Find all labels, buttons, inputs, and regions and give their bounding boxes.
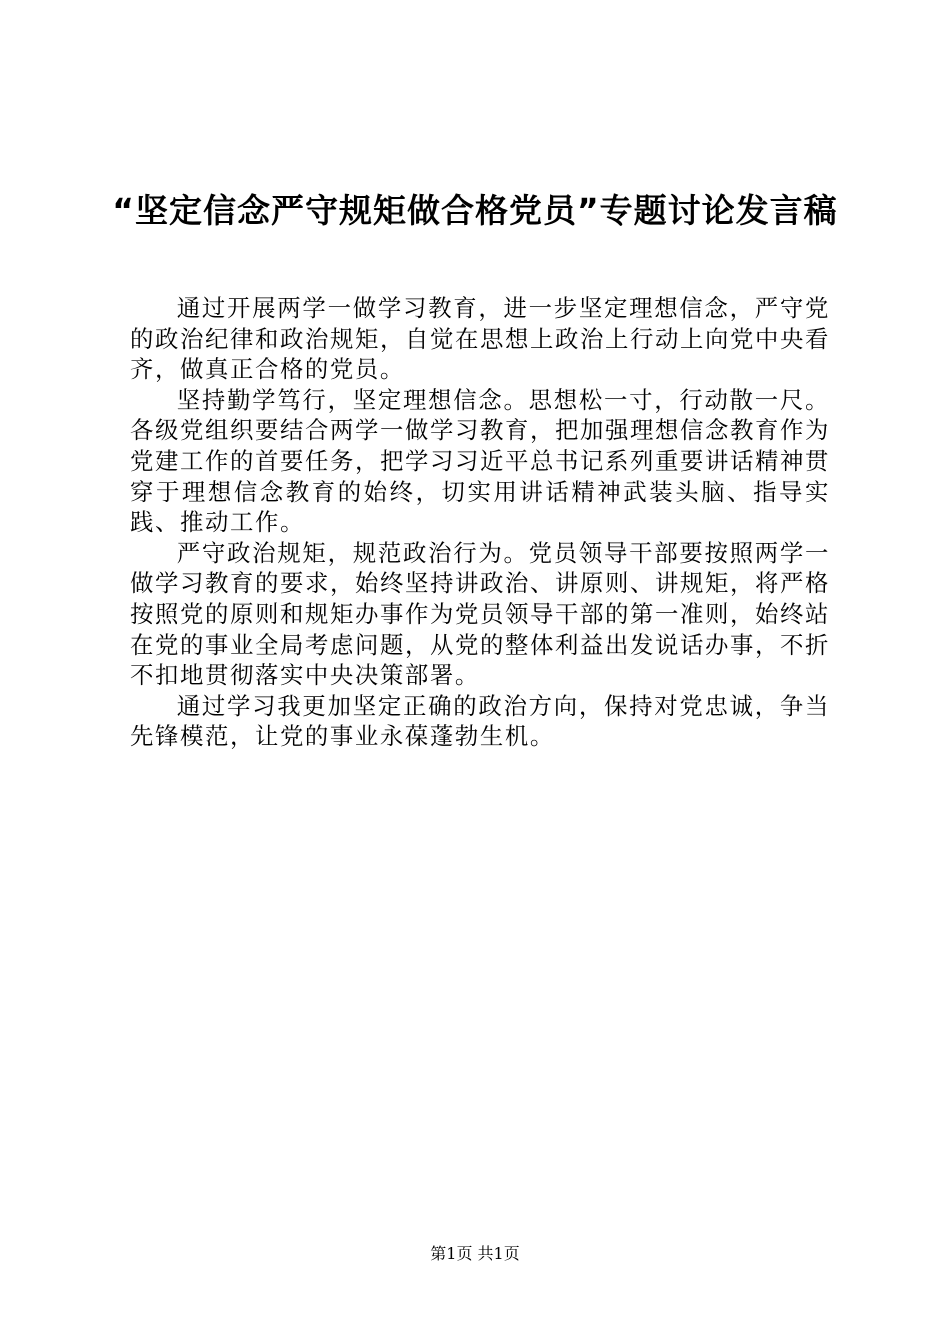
page-footer: 第1页 共1页 bbox=[430, 1244, 520, 1263]
document-title: “坚定信念严守规矩做合格党员”专题讨论发言稿 bbox=[112, 191, 838, 230]
paragraph-4: 通过学习我更加坚定正确的政治方向，保持对党忠诚，争当先锋模范，让党的事业永葆蓬勃生机。 bbox=[130, 691, 830, 751]
paragraph-2: 坚持勤学笃行，坚定理想信念。思想松一寸，行动散一尺。各级党组织要结合两学一做学习教育，把加强理想信念教育作为党建工作的首要任务，把学习习近平总书记系列重要讲话精神贯穿于理想信念教育的始终，切实用讲话精神武装头脑、指导实践、推动工作。 bbox=[130, 385, 830, 537]
paragraph-3: 严守政治规矩，规范政治行为。党员领导干部要按照两学一做学习教育的要求，始终坚持讲政治、讲原则、讲规矩，将严格按照党的原则和规矩办事作为党员领导干部的第一准则，始终站在党的事业全局考虑问题，从党的整体利益出发说话办事，不折不扣地贯彻落实中央决策部署。 bbox=[130, 538, 830, 690]
document-body bbox=[130, 293, 830, 752]
paragraph-1: 通过开展两学一做学习教育，进一步坚定理想信念，严守党的政治纪律和政治规矩，自觉在思想上政治上行动上向党中央看齐，做真正合格的党员。 bbox=[130, 294, 830, 384]
